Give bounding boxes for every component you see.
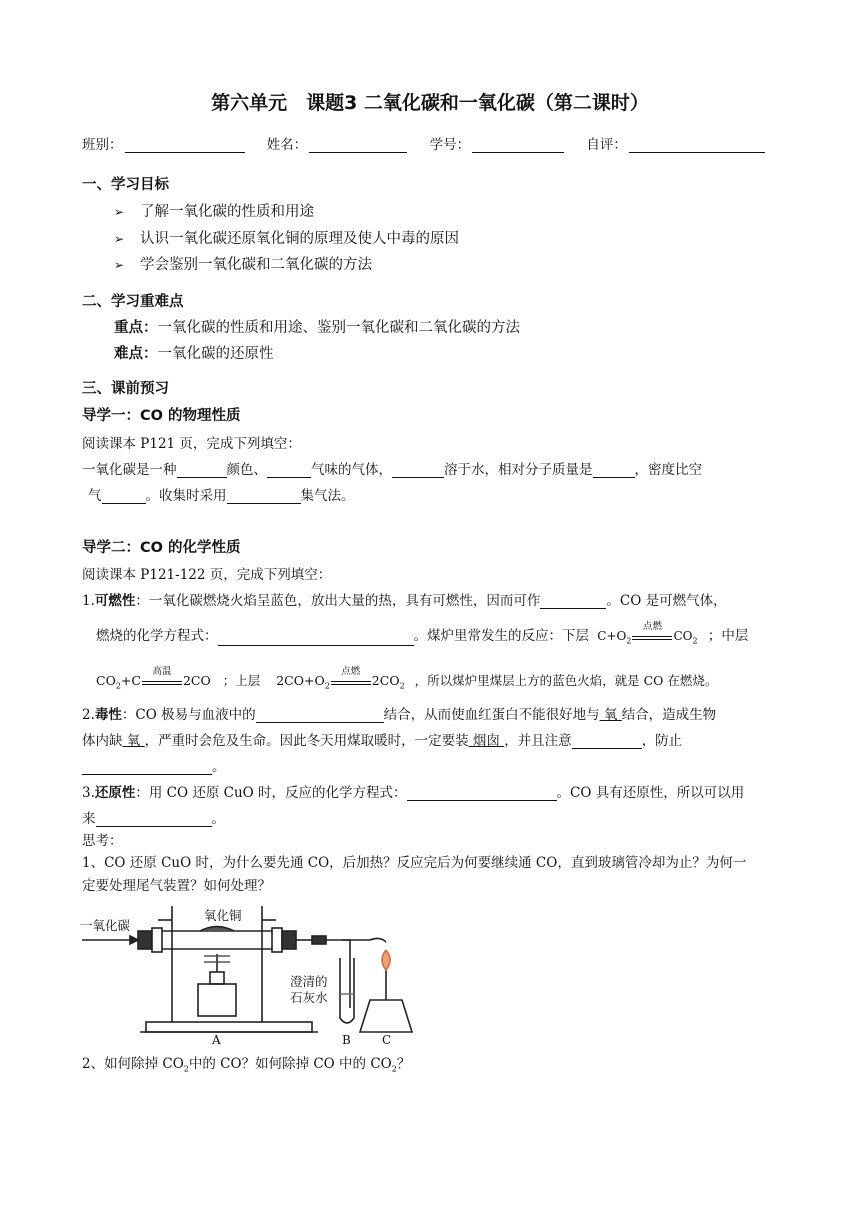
combustion-equation-blank[interactable] xyxy=(218,631,414,646)
question2: 2、如何除掉 $CO_2$中的 CO？如何除掉 CO 中的 $CO_2$？ xyxy=(82,1056,411,1074)
ventilation-blank[interactable] xyxy=(572,734,642,749)
solubility-blank[interactable] xyxy=(392,463,444,478)
guide2-heading: 导学二：CO 的化学性质 xyxy=(82,540,241,556)
label-b: B xyxy=(342,1033,351,1046)
key-point: 重点：一氧化碳的性质和用途、鉴别一氧化碳和二氧化碳的方法 xyxy=(114,320,520,336)
goal-item: ➢ 了解一氧化碳的性质和用途 xyxy=(114,204,314,220)
use-blank[interactable] xyxy=(96,812,212,827)
filled-answer: 烟囱 xyxy=(472,733,500,749)
filled-answer: 氧 xyxy=(603,707,618,723)
section2-heading: 二、学习重难点 xyxy=(82,294,184,310)
reaction-arrow: 点燃 xyxy=(632,628,672,646)
combustibility-line3: $CO_2+C$ 高温 2CO ；上层 $2CO+O_2$ 点燃 $2CO_2$ ，所以煤炉里煤层上方的蓝色火焰，就是 CO 在燃烧。 xyxy=(96,665,718,691)
mass-blank[interactable] xyxy=(593,463,635,478)
goal-item: ➢ 认识一氧化碳还原氧化铜的原理及使人中毒的原因 xyxy=(114,231,459,247)
filled-answer: 氧 xyxy=(126,733,141,749)
name-label: 姓名： xyxy=(266,137,308,153)
collection-blank[interactable] xyxy=(227,489,301,504)
prevent-blank[interactable] xyxy=(82,760,212,775)
guide2-intro: 阅读课本 P121-122 页，完成下列填空： xyxy=(82,567,332,583)
reducibility-line1: 3.还原性：用 CO 还原 CuO 时，反应的化学方程式： 。CO 具有还原性，所以可以用 xyxy=(82,785,745,801)
toxicity-line1: 2.毒性：CO 极易与血液中的 结合，从而使血红蛋白不能很好地与 氧 结合，造成生物 xyxy=(82,707,717,723)
question1-line2: 定要处理尾气装置？如何处理？ xyxy=(82,878,271,894)
class-label: 班别： xyxy=(82,137,123,153)
goal-item: ➢ 学会鉴别一氧化碳和二氧化碳的方法 xyxy=(114,257,372,273)
label-c: C xyxy=(382,1033,392,1046)
reduction-equation-blank[interactable] xyxy=(407,786,557,801)
eval-label: 自评： xyxy=(586,137,627,153)
class-blank[interactable] xyxy=(125,138,245,153)
difficult-point: 难点：一氧化碳的还原性 xyxy=(114,346,274,362)
density-blank[interactable] xyxy=(102,489,146,504)
student-info-row xyxy=(82,133,765,153)
reaction-arrow: 高温 xyxy=(142,673,182,691)
section3-heading: 三、课前预习 xyxy=(82,381,169,397)
arrow-bullet-icon: ➢ xyxy=(114,205,125,219)
lime-water-label-1: 澄清的 xyxy=(290,974,328,989)
reaction-arrow: 点燃 xyxy=(331,673,371,691)
toxicity-line2: 体内缺 氧 ，严重时会危及生命。因此冬天用煤取暖时，一定要装 烟囱 ，并且注意 ，防止 xyxy=(82,733,683,749)
arrow-bullet-icon: ➢ xyxy=(114,232,125,246)
combustibility-line1: 1.可燃性：一氧化碳燃烧火焰呈蓝色，放出大量的热，具有可燃性，因而可作 。CO 是可燃气体， xyxy=(82,593,727,609)
co-reduction-apparatus-figure xyxy=(80,898,420,1046)
blood-blank[interactable] xyxy=(256,708,384,723)
guide1-line2: 气 。收集时采用 集气法。 xyxy=(88,488,355,504)
page-title: 第六单元 课题3 二氧化碳和一氧化碳（第二课时） xyxy=(211,92,649,114)
name-blank[interactable] xyxy=(309,138,407,153)
smell-blank[interactable] xyxy=(267,463,311,478)
color-blank[interactable] xyxy=(177,463,227,478)
fuel-blank[interactable] xyxy=(540,594,606,609)
arrow-bullet-icon: ➢ xyxy=(114,258,125,272)
number-label: 学号： xyxy=(429,137,471,153)
number-blank[interactable] xyxy=(472,138,564,153)
guide1-line1: 一氧化碳是一种 颜色、 气味的气体， 溶于水，相对分子质量是 ，密度比空 xyxy=(82,462,702,478)
cuo-label: 氧化铜 xyxy=(204,908,242,923)
co-label: 一氧化碳 xyxy=(80,918,131,933)
guide1-intro: 阅读课本 P121 页，完成下列填空： xyxy=(82,436,301,452)
eval-blank[interactable] xyxy=(629,138,765,153)
reducibility-line2: 来 。 xyxy=(82,811,225,827)
section1-heading: 一、学习目标 xyxy=(82,177,169,193)
combustibility-line2: 燃烧的化学方程式： 。煤炉里常发生的反应：下层 $C+O_2$ 点燃 $CO_2$ ；中层 xyxy=(96,620,749,646)
guide1-heading: 导学一：CO 的物理性质 xyxy=(82,408,241,424)
lime-water-label-2: 石灰水 xyxy=(290,990,328,1005)
question1-line1: 1、CO 还原 CuO 时，为什么要先通 CO，后加热？反应完后为何要继续通 CO，直到玻璃管冷却为止？为何一 xyxy=(82,855,747,871)
label-a: A xyxy=(212,1033,221,1046)
toxicity-line3: 。 xyxy=(82,755,226,775)
think-label: 思考： xyxy=(82,833,123,849)
